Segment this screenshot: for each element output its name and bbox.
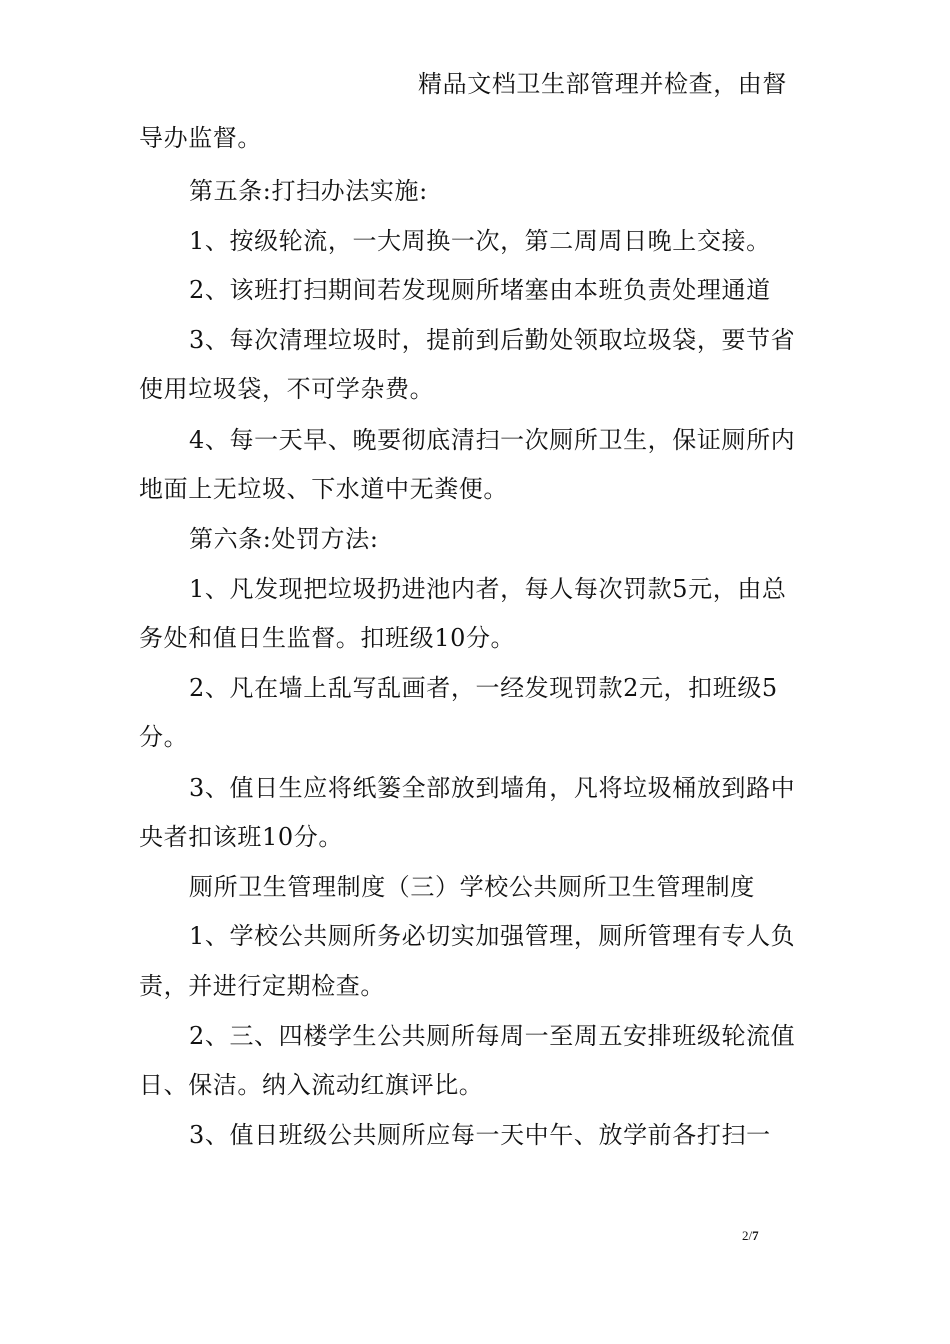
paragraph-line: 导办监督。 <box>139 124 262 152</box>
section-heading: 厕所卫生管理制度（三）学校公共厕所卫生管理制度 <box>189 873 755 901</box>
paragraph-line: 3、值日班级公共厕所应每一天中午、放学前各打扫一 <box>189 1121 771 1149</box>
page-number <box>742 1228 759 1244</box>
section-heading: 第六条:处罚方法: <box>189 525 379 553</box>
paragraph-line: 2、凡在墙上乱写乱画者，一经发现罚款2元，扣班级5 <box>189 674 778 702</box>
paragraph-line: 2、三、四楼学生公共厕所每周一至周五安排班级轮流值 <box>189 1022 796 1050</box>
paragraph-line: 精品文档卫生部管理并检查，由督 <box>418 70 787 98</box>
paragraph-line: 1、学校公共厕所务必切实加强管理，厕所管理有专人负 <box>189 922 796 950</box>
page-number-current: 2/ <box>742 1228 753 1243</box>
paragraph-line: 1、凡发现把垃圾扔进池内者，每人每次罚款5元，由总 <box>189 575 787 603</box>
section-heading: 第五条:打扫办法实施: <box>189 177 428 205</box>
paragraph-line: 使用垃圾袋，不可学杂费。 <box>139 375 435 403</box>
paragraph-line: 地面上无垃圾、下水道中无粪便。 <box>139 475 508 503</box>
page-number-total: 7 <box>752 1228 759 1243</box>
paragraph-line: 责，并进行定期检查。 <box>139 972 385 1000</box>
paragraph-line: 3、值日生应将纸篓全部放到墙角，凡将垃圾桶放到路中 <box>189 774 796 802</box>
paragraph-line: 2、该班打扫期间若发现厕所堵塞由本班负责处理通道 <box>189 276 771 304</box>
paragraph-line: 1、按级轮流，一大周换一次，第二周周日晚上交接。 <box>189 227 771 255</box>
paragraph-line: 务处和值日生监督。扣班级10分。 <box>139 624 516 652</box>
paragraph-line: 央者扣该班10分。 <box>139 823 343 851</box>
paragraph-line: 日、保洁。纳入流动红旗评比。 <box>139 1071 484 1099</box>
paragraph-line: 3、每次清理垃圾时，提前到后勤处领取垃圾袋，要节省 <box>189 326 796 354</box>
paragraph-line: 4、每一天早、晚要彻底清扫一次厕所卫生，保证厕所内 <box>189 426 796 454</box>
paragraph-line: 分。 <box>139 723 189 751</box>
